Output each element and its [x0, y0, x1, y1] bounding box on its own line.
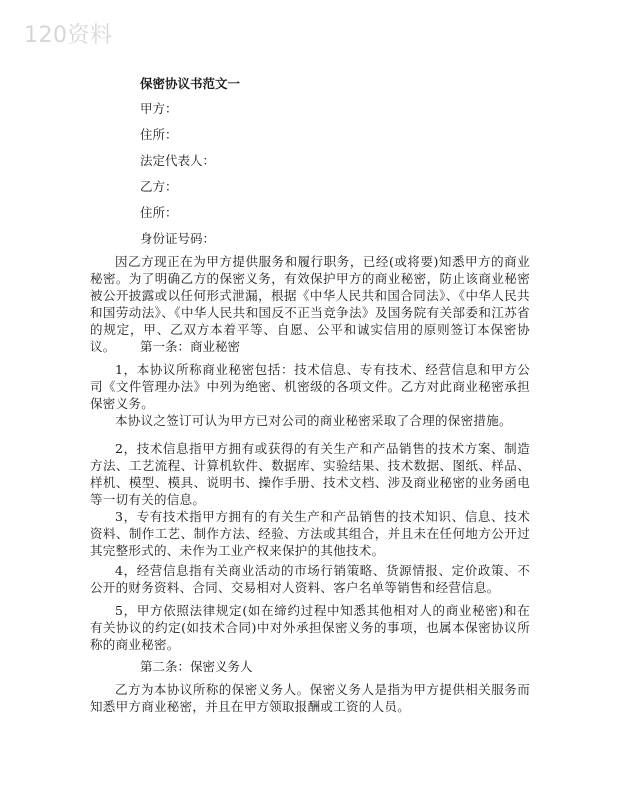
- watermark: 120资料: [24, 23, 113, 48]
- field-party-b: 乙方：: [140, 179, 178, 194]
- paragraph-art1-item2: 2，技术信息指甲方拥有或获得的有关生产和产品销售的技术方案、制造方法、工艺流程、计算机软件、数据库、实验结果、技术数据、图纸、样品、样机、模型、模具、说明书、操作手册、技术文档、涉及商业秘密的业务函电等一切有关的信息。: [90, 441, 530, 507]
- article-1-heading: 第一条：商业秘密: [140, 339, 241, 354]
- paragraph-art1-item5: 5，甲方依照法律规定(如在缔约过程中知悉其他相对人的商业秘密)和在有关协议的约定(如技术合同)中对外承担保密义务的事项，也属本保密协议所称的商业秘密。: [90, 603, 530, 652]
- paragraph-art1-item1: 1，本协议所称商业秘密包括：技术信息、专有技术、经营信息和甲方公司《文件管理办法》中列为绝密、机密级的各项文件。乙方对此商业秘密承担保密义务。: [90, 362, 530, 411]
- field-id-number: 身份证号码：: [140, 231, 216, 246]
- field-address-b: 住所：: [140, 205, 178, 220]
- field-party-a: 甲方：: [140, 101, 178, 116]
- document-title: 保密协议书范文一: [140, 76, 241, 91]
- paragraph-intro: 因乙方现正在为甲方提供服务和履行职务，已经(或将要)知悉甲方的商业秘密。为了明确乙方的保密义务，有效保护甲方的商业秘密，防止该商业秘密被公开披露或以任何形式泄漏，根据《中华人民共和国合同法》、《中华人民共和国劳动法》、《中华人民共和国反不正当竞争法》及国务院有关部委和江苏省的规定，甲、乙双方本着平等、自愿、公平和诚实信用的原则签订本保密协议。: [90, 254, 530, 354]
- field-address-a: 住所：: [140, 127, 178, 142]
- paragraph-art1-item3: 3，专有技术指甲方拥有的有关生产和产品销售的技术知识、信息、技术资料、制作工艺、制作方法、经验、方法或其组合，并且未在任何地方公开过其完整形式的、未作为工业产权来保护的其他技术。: [90, 509, 530, 558]
- paragraph-art1-note: 本协议之签订可认为甲方已对公司的商业秘密采取了合理的保密措施。: [115, 413, 512, 428]
- field-legal-rep: 法定代表人：: [140, 153, 216, 168]
- paragraph-art1-item4: 4，经营信息指有关商业活动的市场行销策略、货源情报、定价政策、不公开的财务资料、合同、交易相对人资料、客户名单等销售和经营信息。: [90, 563, 530, 595]
- paragraph-art2-item1: 乙方为本协议所称的保密义务人。保密义务人是指为甲方提供相关服务而知悉甲方商业秘密，并且在甲方领取报酬或工资的人员。: [90, 682, 530, 714]
- article-2-heading: 第二条：保密义务人: [140, 659, 253, 674]
